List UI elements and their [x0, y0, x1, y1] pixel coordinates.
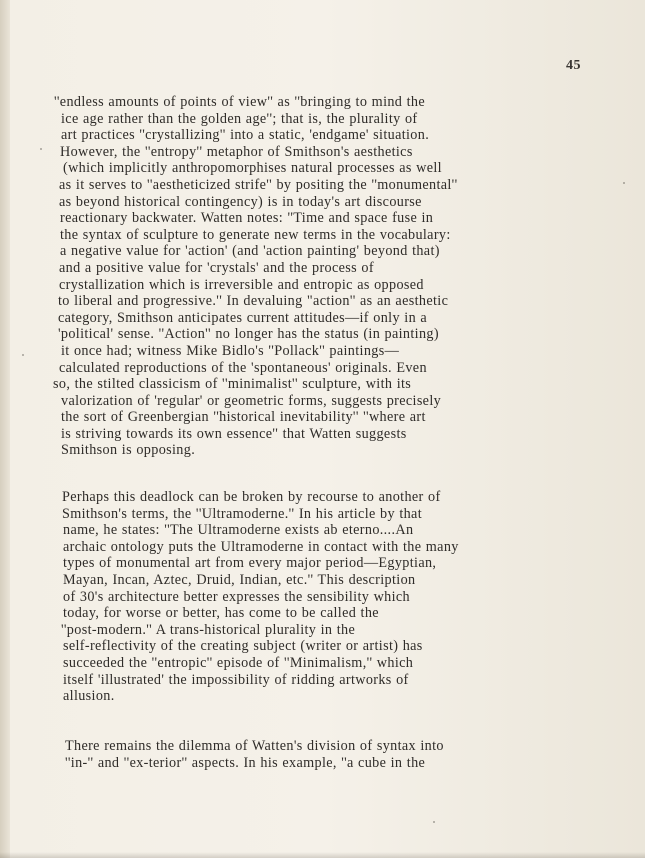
text-line: ''in-'' and ''ex-terior'' aspects. In his example, ''a cube in the	[65, 754, 426, 771]
text-line: of 30's architecture better expresses the sensibility which	[63, 588, 411, 605]
page-number: 45	[566, 58, 581, 73]
page-bottom-shadow	[0, 852, 645, 858]
paper-speck	[433, 821, 435, 823]
text-line: Smithson's terms, the ''Ultramoderne.'' In his article by that	[62, 505, 422, 522]
text-line: (which implicitly anthropomorphises natural processes as well	[63, 160, 442, 177]
text-line: However, the ''entropy'' metaphor of Smithson's aesthetics	[60, 143, 413, 160]
text-line: it once had; witness Mike Bidlo's ''Pollack'' paintings—	[61, 342, 400, 359]
text-line: is striving towards its own essence'' that Watten suggests	[61, 425, 407, 442]
text-line: ice age rather than the golden age''; that is, the plurality of	[61, 110, 418, 127]
text-line: crystallization which is irreversible and entropic as opposed	[59, 276, 424, 293]
paragraph-1	[52, 94, 612, 459]
text-line: ''endless amounts of points of view'' as ''bringing to mind the	[54, 94, 426, 110]
text-line: Mayan, Incan, Aztec, Druid, Indian, etc.'' This description	[63, 571, 416, 588]
text-line: to liberal and progressive.'' In devaluing "action'' as an aesthetic	[58, 293, 449, 310]
paragraph-3	[52, 738, 612, 771]
text-line: a negative value for 'action' (and 'action painting' beyond that)	[60, 243, 440, 260]
text-line: Smithson is opposing.	[61, 442, 196, 459]
text-line: category, Smithson anticipates current attitudes—if only in a	[58, 309, 428, 326]
text-line: art practices ''crystallizing'' into a static, 'endgame' situation.	[61, 127, 430, 144]
text-line: itself 'illustrated' the impossibility of ridding artworks of	[63, 671, 409, 688]
paper-speck	[22, 354, 24, 356]
text-line: Perhaps this deadlock can be broken by recourse to another of	[62, 489, 441, 505]
text-line: calculated reproductions of the 'spontaneous' originals. Even	[59, 359, 427, 376]
paper-speck	[623, 182, 625, 184]
text-line: as it serves to ''aestheticized strife'' by positing the ''monumental''	[59, 176, 458, 193]
text-line: and a positive value for 'crystals' and the process of	[59, 259, 374, 276]
paragraph-2	[52, 489, 612, 705]
text-line: succeeded the ''entropic'' episode of ''Minimalism,'' which	[63, 654, 414, 671]
paper-speck	[40, 148, 42, 150]
text-line: valorization of 'regular' or geometric forms, suggests precisely	[61, 392, 442, 409]
text-line: name, he states: ''The Ultramoderne exists ab eterno....An	[63, 522, 414, 539]
text-line: types of monumental art from every major period—Egyptian,	[63, 555, 437, 572]
text-line: allusion.	[63, 688, 115, 705]
text-line: 'political' sense. ''Action'' no longer has the status (in painting)	[58, 326, 439, 343]
text-line: the sort of Greenbergian ''historical inevitability'' ''where art	[61, 409, 426, 426]
text-line: There remains the dilemma of Watten's division of syntax into	[65, 738, 444, 754]
text-line: ''post-modern.'' A trans-historical plurality in the	[61, 621, 356, 638]
text-line: as beyond historical contingency) is in today's art discourse	[59, 193, 422, 210]
text-line: today, for worse or better, has come to be called the	[63, 605, 379, 622]
text-line: so, the stilted classicism of ''minimalist'' sculpture, with its	[53, 376, 412, 393]
text-line: the syntax of sculpture to generate new terms in the vocabulary:	[60, 226, 451, 243]
text-line: self-reflectivity of the creating subject (writer or artist) has	[63, 638, 423, 655]
text-line: reactionary backwater. Watten notes: ''Time and space fuse in	[60, 210, 434, 227]
text-line: archaic ontology puts the Ultramoderne in contact with the many	[63, 538, 459, 555]
binding-edge	[0, 0, 10, 858]
